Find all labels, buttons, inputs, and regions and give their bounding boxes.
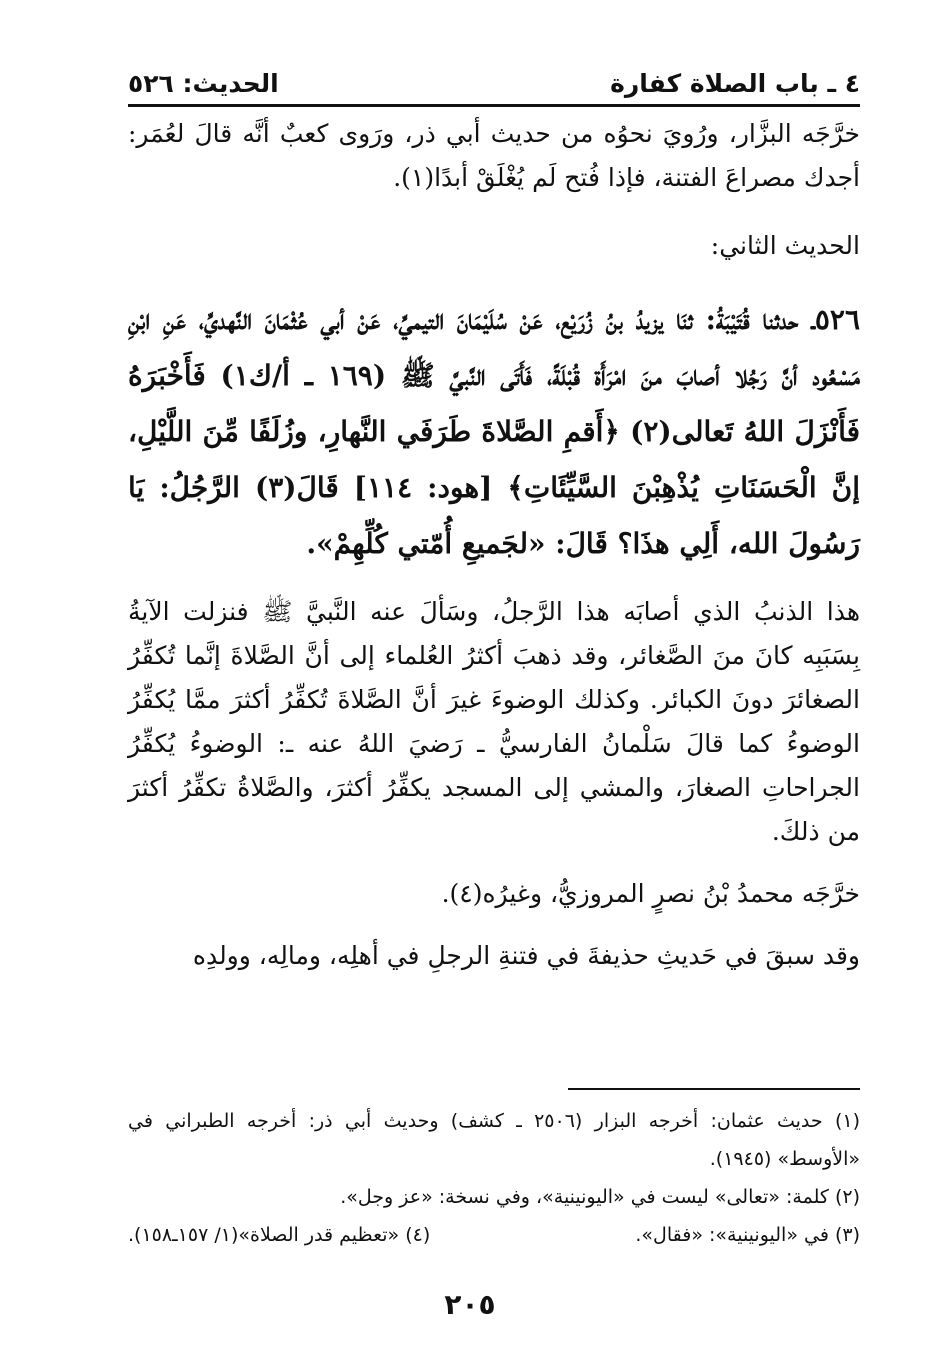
continuation-paragraph: وقد سبقَ في حَديثِ حذيفةَ في فتنةِ الرجلِ في أهلِه، ومالِه، وولدِه bbox=[192, 941, 860, 970]
footnote-1: (١) حديث عثمان: أخرجه البزار (٢٥٠٦ ـ كشف) وحديث أبي ذر: أخرجه الطبراني في «الأوسط» (١٩٤٥). bbox=[128, 1110, 861, 1170]
main-text bbox=[128, 112, 860, 978]
footnote-row bbox=[128, 1216, 860, 1254]
footnote-divider bbox=[568, 1088, 860, 1090]
footnotes bbox=[128, 1102, 860, 1254]
hadith-text: ٥٢٦ـ حدثنا قُتَيْبَةُ: ثنَا يزيدُ بنُ زُرَيْع، عَنْ سُلَيْمَانَ التيميِّ، عَنْ أبي عُثْمَانَ النَّهديِّ، عَنِ ابْنِ مَسْعُود أنَّ رَجُلا أصابَ منَ امْرَأَة قُبْلَةً، فَأَتَى النَّبيَّ ﷺ (١٦٩ ـ أ/ك١) فَأَخْبَرَهُ فَأَنْزَلَ اللهُ تَعالى(٢) ﴿أَقمِ الصَّلاةَ طَرَفَي النَّهارِ، وزُلَفًا مِّنَ اللَّيْلِ، إنَّ الْحَسَنَاتِ يُذْهِبْنَ السَّيِّئَاتِ﴾ [هود: ١١٤] قَالَ(٣) الرَّجُلُ: يَا رَسُولَ الله، أَلِي هذَا؟ قَالَ: «لجَميعِ أُمّتي كُلِّهِمْ». bbox=[128, 303, 860, 560]
footnote-2: (٢) كلمة: «تعالى» ليست في «اليونينية»، وفي نسخة: «عز وجل». bbox=[340, 1186, 860, 1208]
running-header bbox=[128, 58, 860, 107]
attribution-paragraph: خرَّجَه محمدُ بْنُ نصرٍ المروزيُّ، وغيرُه(٤). bbox=[441, 879, 860, 908]
commentary-paragraph: هذا الذنبُ الذي أصابَه هذا الرَّجلُ، وسَألَ عنه النَّبيَّ ﷺ فنزلت الآيةُ بِسَبَبِه كانَ منَ الصَّغائر، وقد ذهبَ أكثرُ العُلماء إلى أنَّ الصَّلاةَ إنَّما تُكفِّرُ الصغائرَ دونَ الكبائر. وكذلك الوضوءَ غيرَ أنَّ الصَّلاةَ تُكفِّرُ أكثرَ ممَّا يُكفِّرُ الوضوءُ كما قالَ سَلْمانُ الفارسيُّ ـ رَضيَ اللهُ عنه ـ: الوضوءُ يُكفِّرُ الجراحاتِ الصغارَ، والمشي إلى المسجد يكفِّرُ أكثرَ، والصَّلاةُ تكفِّرُ أكثرَ من ذلكَ. bbox=[128, 597, 860, 846]
paragraph-intro: خرَّجَه البزَّار، ورُويَ نحوُه من حديث أبي ذر، ورَوى كعبٌ أنَّه قالَ لعُمَر: أجدك مصراعَ الفتنة، فإذا فُتح لَم يُغْلَقْ أبدًا(١). bbox=[128, 119, 860, 192]
page-number: ٢٠٥ bbox=[444, 1288, 496, 1321]
footnote-4: (٤) «تعظيم قدر الصلاة»(١/ ١٥٧ـ١٥٨). bbox=[128, 1224, 431, 1246]
section-heading: الحديث الثاني: bbox=[710, 231, 860, 260]
hadith-number-label: الحديث: ٥٢٦ bbox=[128, 69, 279, 98]
chapter-title: ٤ ـ باب الصلاة كفارة bbox=[610, 69, 860, 98]
footnote-3: (٣) في «اليونينية»: «فقال». bbox=[635, 1224, 860, 1246]
